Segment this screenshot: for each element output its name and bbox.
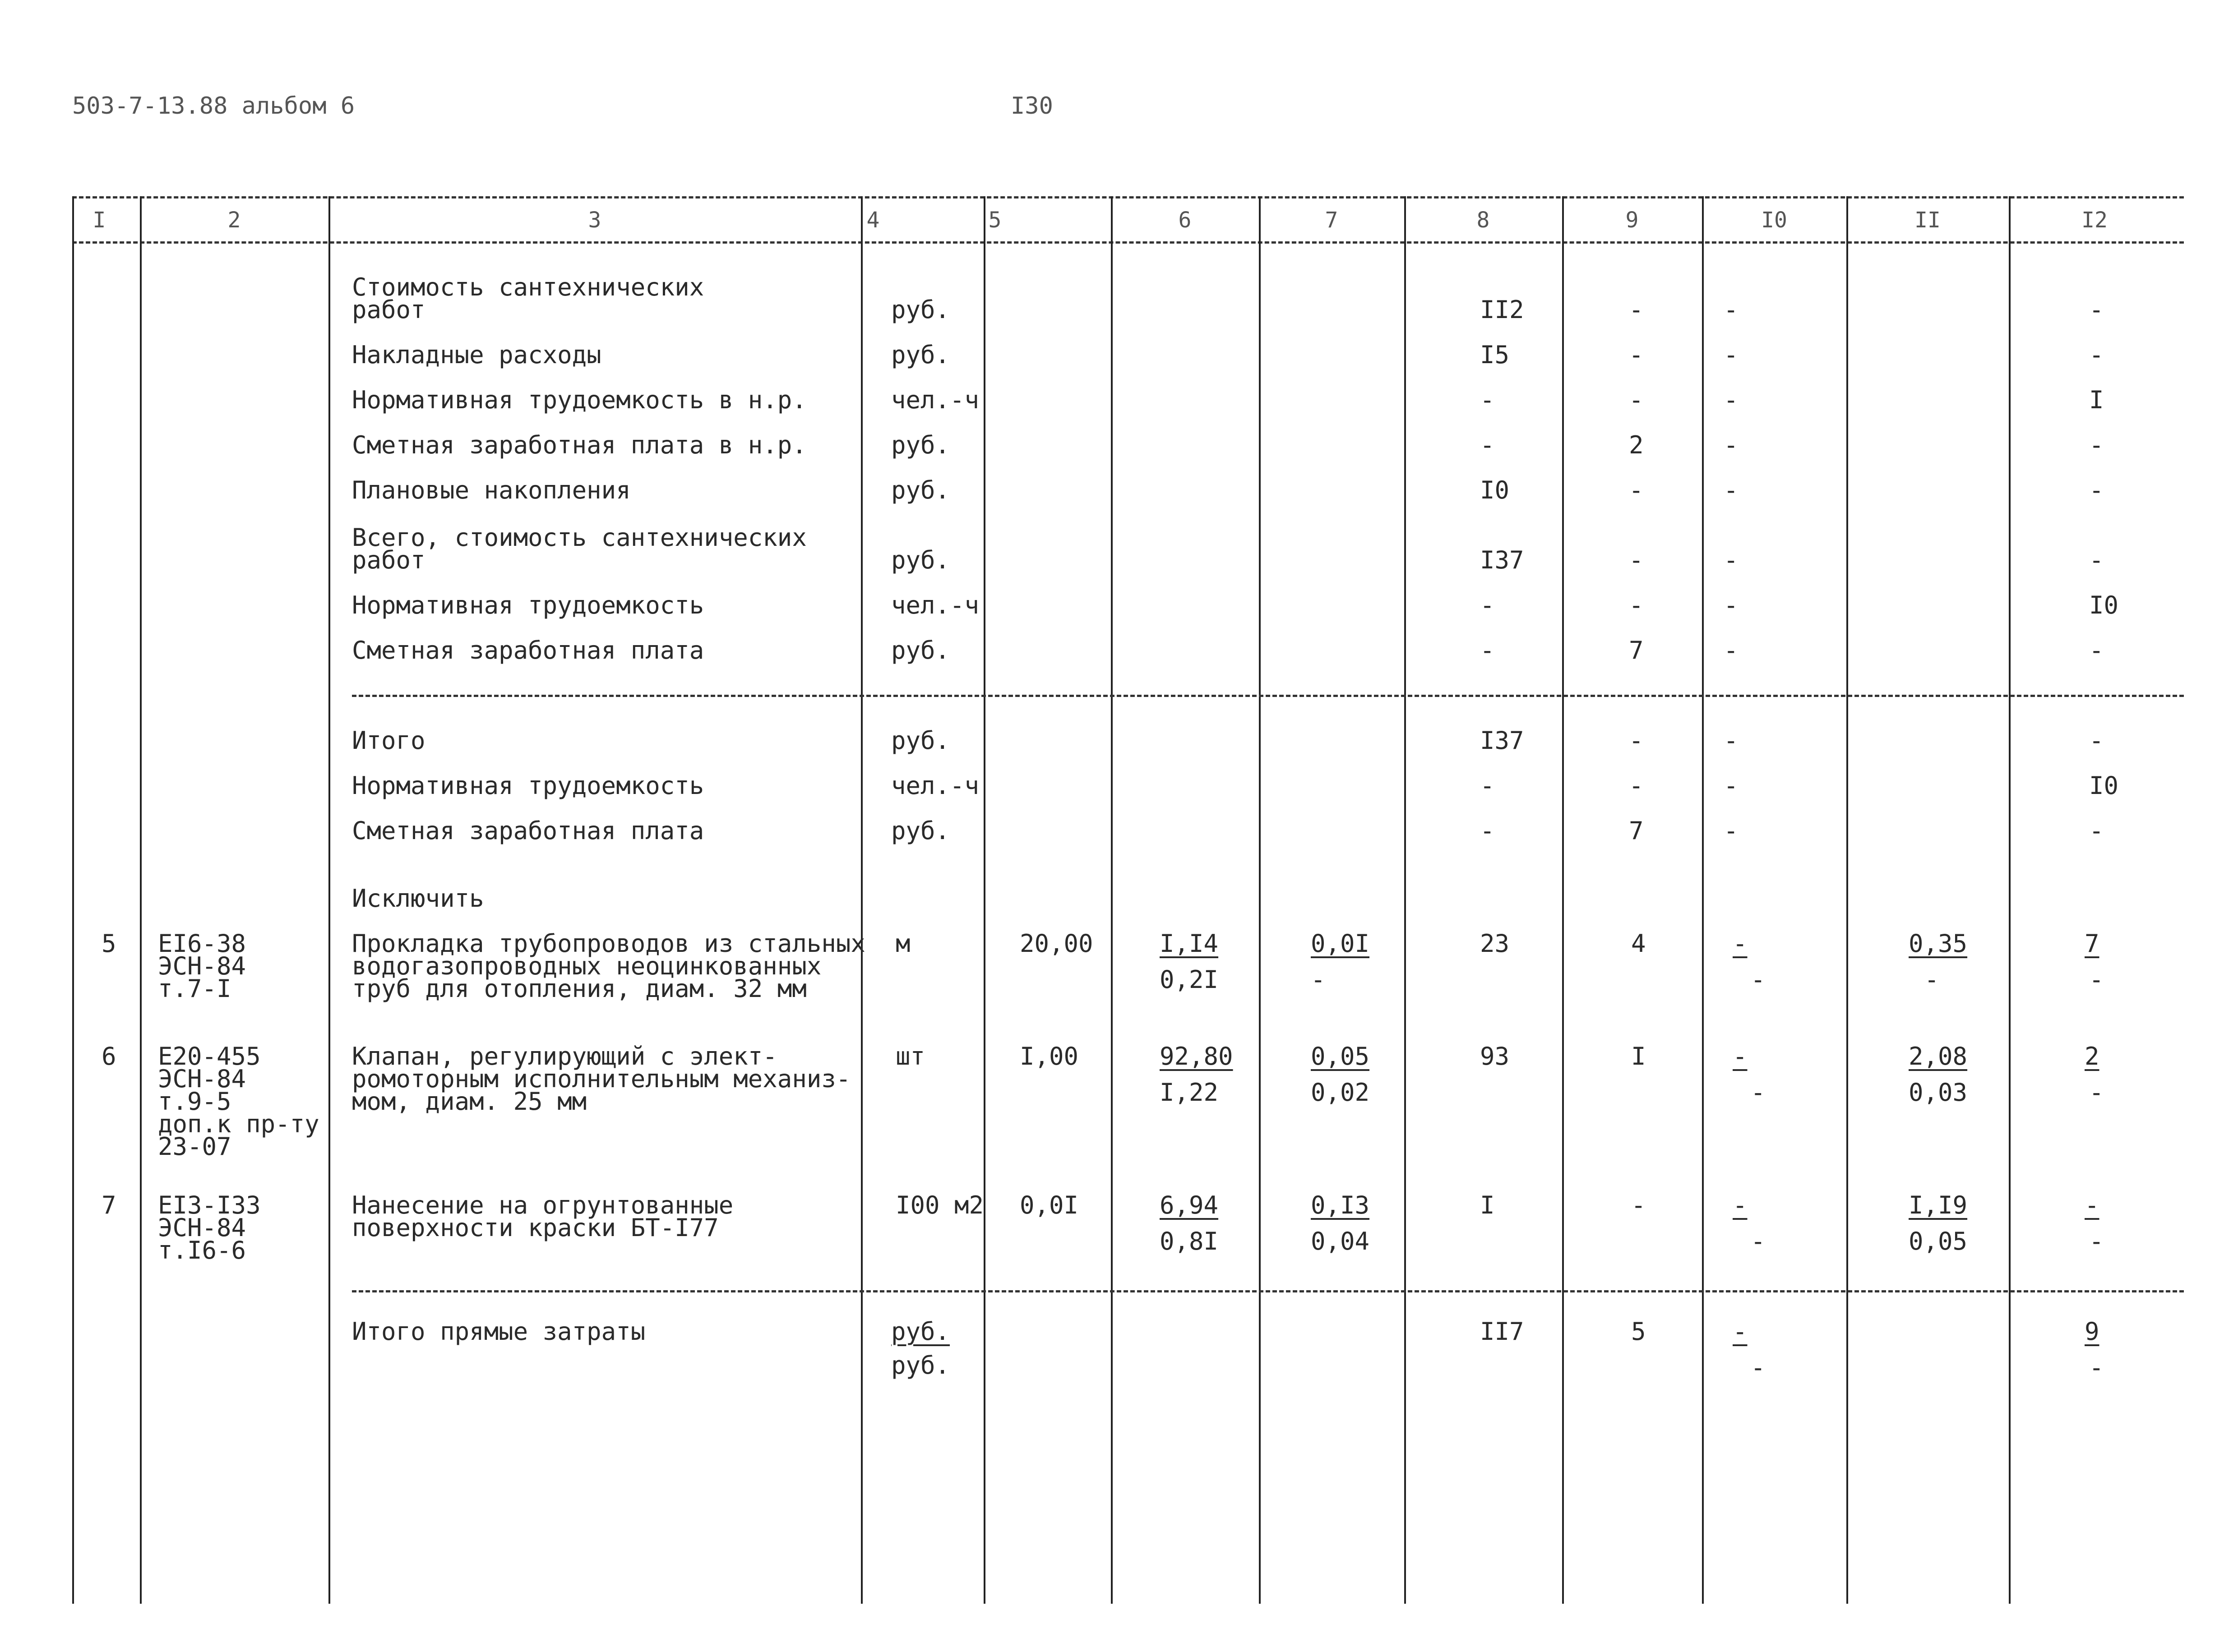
header-bottom-line [72, 241, 2184, 244]
item-code-line: ЭСН-84 [158, 1214, 246, 1242]
col-header-10: I0 [1761, 208, 1787, 233]
item-unit: I00 м2 [896, 1191, 984, 1219]
page-number: I30 [1011, 92, 1053, 120]
row-col10: - [1724, 386, 1739, 414]
row-col9: 5 [1631, 1317, 1646, 1346]
item-col10-top: - [1733, 1191, 1748, 1219]
row-col9: - [1629, 295, 1644, 324]
row-col12: I [2089, 386, 2104, 414]
row-unit: чел.-ч [891, 591, 980, 619]
col-header-2: 2 [227, 208, 241, 233]
item-code-line: E20-455 [158, 1042, 261, 1071]
row-col12: I0 [2089, 771, 2119, 800]
row-unit: руб. [891, 341, 950, 369]
section-separator [352, 1290, 2184, 1292]
row-col8: - [1480, 386, 1495, 414]
item-number: 7 [102, 1191, 116, 1219]
col-line-8 [1404, 196, 1406, 1604]
item-col7-bottom: 0,04 [1311, 1227, 1370, 1255]
item-col8: 23 [1480, 929, 1510, 958]
item-col6-top: I,I4 [1160, 929, 1219, 958]
item-quantity: 0,0I [1020, 1191, 1079, 1219]
row-col9: - [1629, 726, 1644, 755]
col-header-12: I2 [2081, 208, 2108, 233]
row-unit-top: руб. [891, 1317, 950, 1346]
item-col7-bottom: - [1311, 965, 1326, 994]
item-col8: 93 [1480, 1042, 1510, 1071]
item-code-line: т.9-5 [158, 1087, 231, 1116]
item-desc-line: ромоторным исполнительным механиз- [352, 1065, 851, 1093]
row-unit: руб. [891, 431, 950, 459]
item-col10-bottom: - [1751, 1227, 1766, 1255]
row-unit: руб. [891, 636, 950, 664]
row-col9: - [1629, 546, 1644, 574]
row-unit: чел.-ч [891, 386, 980, 414]
row-col10-bottom: - [1751, 1353, 1766, 1382]
item-desc-line: Нанесение на огрунтованные [352, 1191, 734, 1219]
col-header-11: II [1914, 208, 1941, 233]
row-label: Сметная заработная плата [352, 636, 704, 664]
col-header-5: 5 [988, 208, 1002, 233]
row-label: Нормативная трудоемкость в н.р. [352, 386, 807, 414]
item-col9: I [1631, 1042, 1646, 1071]
row-col9: 7 [1629, 636, 1644, 664]
row-col10: - [1724, 591, 1739, 619]
item-quantity: I,00 [1020, 1042, 1079, 1071]
col-line-7 [1259, 196, 1261, 1604]
row-col10: - [1724, 771, 1739, 800]
item-quantity: 20,00 [1020, 929, 1093, 958]
row-label: Стоимость сантехнических [352, 273, 704, 301]
col-line-3 [328, 196, 330, 1604]
row-col8: I37 [1480, 546, 1524, 574]
row-col12: - [2089, 295, 2104, 324]
col-header-7: 7 [1325, 208, 1338, 233]
item-code-line: 23-07 [158, 1132, 231, 1161]
item-col6-bottom: 0,8I [1160, 1227, 1219, 1255]
item-col9: - [1631, 1191, 1646, 1219]
row-col8: - [1480, 591, 1495, 619]
col-header-6: 6 [1178, 208, 1192, 233]
row-col9: - [1629, 591, 1644, 619]
header-top-line [72, 196, 2184, 198]
item-col11-top: 2,08 [1909, 1042, 1968, 1071]
row-col10: - [1724, 431, 1739, 459]
item-col12-top: 2 [2085, 1042, 2099, 1071]
row-col12: - [2089, 476, 2104, 504]
item-col7-top: 0,0I [1311, 929, 1370, 958]
item-col6-bottom: I,22 [1160, 1078, 1219, 1107]
row-unit: руб. [891, 295, 950, 324]
col-line-4 [861, 196, 863, 1604]
row-col8: - [1480, 771, 1495, 800]
row-label: Нормативная трудоемкость [352, 591, 704, 619]
row-unit: руб. [891, 476, 950, 504]
col-line-11 [1846, 196, 1848, 1604]
item-desc-line: Клапан, регулирующий с элект- [352, 1042, 777, 1071]
item-col11-bottom: 0,05 [1909, 1227, 1968, 1255]
item-col11-bottom: - [1924, 965, 1939, 994]
row-col12: - [2089, 546, 2104, 574]
item-col6-bottom: 0,2I [1160, 965, 1219, 994]
row-col12: - [2089, 726, 2104, 755]
item-desc-line: труб для отопления, диам. 32 мм [352, 974, 807, 1003]
col-header-9: 9 [1625, 208, 1639, 233]
item-number: 5 [102, 929, 116, 958]
item-col12-top: 7 [2085, 929, 2099, 958]
row-label-cont: работ [352, 295, 425, 324]
album-reference: 503-7-13.88 альбом 6 [72, 92, 355, 120]
row-label: Итого прямые затраты [352, 1317, 646, 1346]
item-col12-bottom: - [2089, 965, 2104, 994]
row-label: Нормативная трудоемкость [352, 771, 704, 800]
row-label: Всего, стоимость сантехнических [352, 523, 807, 552]
item-col11-bottom: 0,03 [1909, 1078, 1968, 1107]
row-col9: - [1629, 341, 1644, 369]
row-col10: - [1724, 295, 1739, 324]
row-col9: - [1629, 386, 1644, 414]
row-unit: чел.-ч [891, 771, 980, 800]
item-col6-top: 92,80 [1160, 1042, 1233, 1071]
item-col11-top: 0,35 [1909, 929, 1968, 958]
item-col12-top: - [2085, 1191, 2099, 1219]
row-col12: - [2089, 636, 2104, 664]
item-col10-bottom: - [1751, 1078, 1766, 1107]
col-line-9 [1562, 196, 1564, 1604]
row-col8: I0 [1480, 476, 1510, 504]
row-col12: - [2089, 817, 2104, 845]
row-label: Сметная заработная плата в н.р. [352, 431, 807, 459]
row-label: Итого [352, 726, 425, 755]
row-col10: - [1724, 636, 1739, 664]
row-unit-bottom: руб. [891, 1351, 950, 1380]
col-header-4: 4 [866, 208, 880, 233]
col-line-2 [140, 196, 142, 1604]
col-header-1: I [92, 208, 106, 233]
item-col7-bottom: 0,02 [1311, 1078, 1370, 1107]
row-col8: - [1480, 817, 1495, 845]
row-col12: - [2089, 341, 2104, 369]
col-line-5 [984, 196, 985, 1604]
item-col7-top: 0,I3 [1311, 1191, 1370, 1219]
item-col8: I [1480, 1191, 1495, 1219]
row-col8: II7 [1480, 1317, 1524, 1346]
item-code-line: ЭСН-84 [158, 1065, 246, 1093]
row-col9: - [1629, 771, 1644, 800]
item-col10-bottom: - [1751, 965, 1766, 994]
item-col12-bottom: - [2089, 1227, 2104, 1255]
row-col9: 7 [1629, 817, 1644, 845]
row-col8: I5 [1480, 341, 1510, 369]
item-desc-line: поверхности краски БТ-I77 [352, 1214, 719, 1242]
row-col8: I37 [1480, 726, 1524, 755]
row-col8: - [1480, 636, 1495, 664]
row-col12-top: 9 [2085, 1317, 2099, 1346]
row-col12-bottom: - [2089, 1353, 2104, 1382]
row-col9: 2 [1629, 431, 1644, 459]
row-col10: - [1724, 341, 1739, 369]
col-line-6 [1111, 196, 1113, 1604]
item-col7-top: 0,05 [1311, 1042, 1370, 1071]
row-col10: - [1724, 726, 1739, 755]
item-unit: шт [896, 1042, 925, 1071]
col-line-1 [72, 196, 74, 1604]
row-col10: - [1724, 817, 1739, 845]
col-header-8: 8 [1476, 208, 1490, 233]
section-separator [352, 695, 2184, 697]
row-label: Накладные расходы [352, 341, 601, 369]
row-label: Плановые накопления [352, 476, 631, 504]
item-unit: м [896, 929, 911, 958]
row-col10: - [1724, 476, 1739, 504]
row-col8: II2 [1480, 295, 1524, 324]
item-code-line: EI6-38 [158, 929, 246, 958]
item-col9: 4 [1631, 929, 1646, 958]
row-col10-top: - [1733, 1317, 1748, 1346]
col-line-12 [2009, 196, 2011, 1604]
exclude-label: Исключить [352, 884, 484, 913]
item-code-line: EI3-I33 [158, 1191, 261, 1219]
item-code-line: т.I6-6 [158, 1236, 246, 1264]
item-col11-top: I,I9 [1909, 1191, 1968, 1219]
row-unit: руб. [891, 817, 950, 845]
item-code-line: т.7-I [158, 974, 231, 1003]
item-col10-top: - [1733, 1042, 1748, 1071]
item-code-line: ЭСН-84 [158, 952, 246, 980]
row-col9: - [1629, 476, 1644, 504]
row-label-cont: работ [352, 546, 425, 574]
row-col12: I0 [2089, 591, 2119, 619]
row-unit: руб. [891, 726, 950, 755]
item-code-line: доп.к пр-ту [158, 1110, 319, 1138]
row-unit: руб. [891, 546, 950, 574]
row-col12: - [2089, 431, 2104, 459]
item-desc-line: мом, диам. 25 мм [352, 1087, 587, 1116]
row-label: Сметная заработная плата [352, 817, 704, 845]
item-col12-bottom: - [2089, 1078, 2104, 1107]
item-col6-top: 6,94 [1160, 1191, 1219, 1219]
row-col10: - [1724, 546, 1739, 574]
item-number: 6 [102, 1042, 116, 1071]
item-desc-line: водогазопроводных неоцинкованных [352, 952, 822, 980]
item-col10-top: - [1733, 929, 1748, 958]
col-line-10 [1702, 196, 1704, 1604]
item-desc-line: Прокладка трубопроводов из стальных [352, 929, 865, 958]
col-header-3: 3 [588, 208, 601, 233]
row-col8: - [1480, 431, 1495, 459]
